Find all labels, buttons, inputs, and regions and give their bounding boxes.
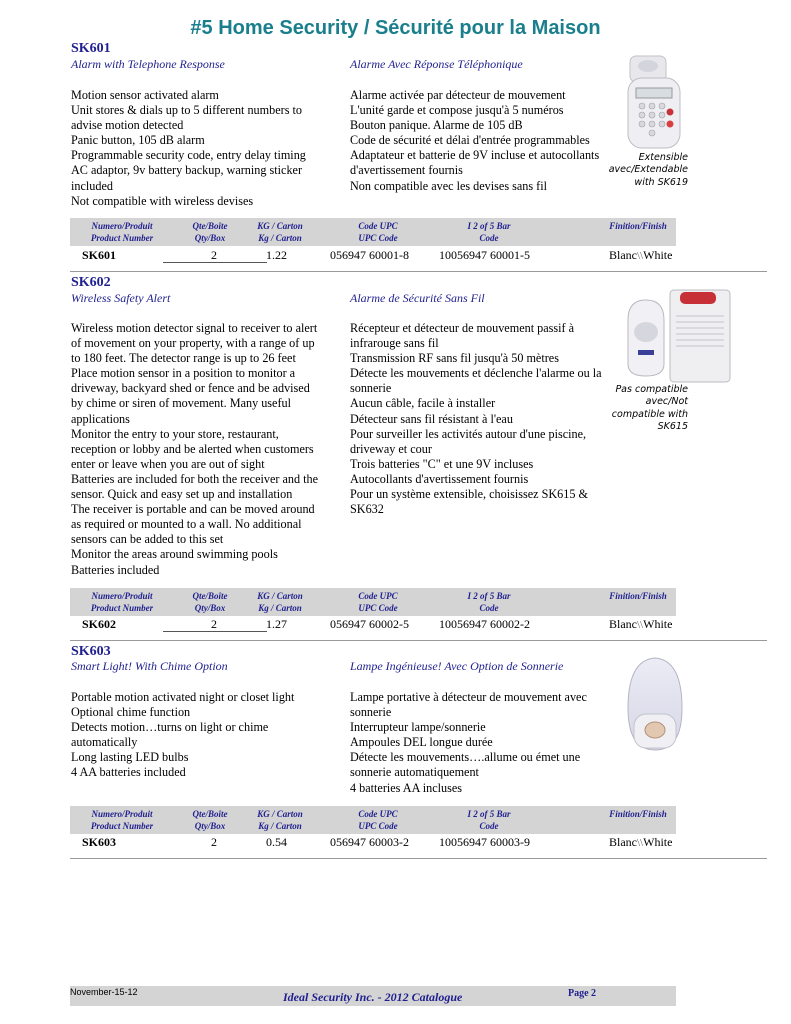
- desc-line: automatically: [71, 735, 138, 750]
- caption-line: avec/Extendable: [608, 164, 688, 176]
- desc-line: by chime or siren of movement. Many useful: [71, 396, 291, 411]
- desc-line: SK632: [350, 502, 384, 517]
- cell-qty: 2: [211, 617, 217, 631]
- th-qty: Qte/Boîte Qty/Box: [192, 591, 228, 613]
- subtitle-fr: Alarme Avec Réponse Téléphonique: [350, 57, 523, 71]
- th-i2of5: I 2 of 5 Bar Code: [467, 591, 511, 613]
- desc-line: AC adaptor, 9v battery backup, warning sticker: [71, 163, 303, 178]
- th-kg: KG / Carton Kg / Carton: [257, 591, 303, 613]
- desc-line: Autocollants d'avertissement fournis: [350, 471, 529, 486]
- table-header: [70, 588, 676, 616]
- desc-line: driveway et cour: [350, 441, 432, 456]
- desc-line: Motion sensor activated alarm: [71, 88, 219, 102]
- desc-line: advise motion detected: [71, 118, 184, 133]
- desc-line: Alarme activée par détecteur de mouvement: [350, 88, 566, 102]
- desc-line: 4 batteries AA incluses: [350, 780, 463, 795]
- desc-line: Détecteur sans fil résistant à l'eau: [350, 411, 513, 426]
- cell-i2of5: 10056947 60003-9: [439, 835, 530, 849]
- desc-line: sonnerie automatiquement: [350, 765, 479, 780]
- th-upc: Code UPC UPC Code: [358, 809, 398, 831]
- subtitle-fr: Alarme de Sécurité Sans Fil: [350, 291, 485, 305]
- th-upc: Code UPC UPC Code: [358, 591, 398, 613]
- subtitle-en: Smart Light! With Chime Option: [71, 659, 228, 673]
- desc-line: Adaptateur et batterie de 9V incluse et autocollants: [350, 148, 600, 163]
- image-caption: [570, 152, 688, 189]
- desc-line: Code de sécurité et délai d'entrée programmables: [350, 133, 590, 148]
- product-code: SK601: [71, 41, 111, 56]
- desc-line: d'avertissement fournis: [350, 163, 463, 178]
- subtitle-en: Alarm with Telephone Response: [71, 57, 225, 71]
- th-product: Numero/Produit Product Number: [90, 221, 154, 243]
- desc-line: Monitor the entry to your store, restaurant,: [71, 426, 279, 441]
- desc-line: enter or leave when you are out of sight: [71, 456, 265, 471]
- cell-kg: 1.22: [266, 248, 287, 262]
- caption-line: Pas compatible: [615, 384, 688, 395]
- section-divider: [70, 640, 767, 641]
- desc-line: Récepteur et détecteur de mouvement passif à: [350, 321, 575, 335]
- desc-line: Trois batteries "C" et une 9V incluses: [350, 456, 534, 471]
- desc-line: Bouton panique. Alarme de 105 dB: [350, 118, 523, 133]
- th-finish: Finition/Finish: [609, 591, 667, 601]
- subtitle-fr: Lampe Ingénieuse! Avec Option de Sonnerie: [350, 659, 564, 673]
- desc-line: Transmission RF sans fil jusqu'à 50 mètres: [350, 351, 559, 366]
- desc-line: Détecte les mouvements….allume ou émet une: [350, 750, 581, 765]
- th-kg: KG / Carton Kg / Carton: [257, 221, 303, 243]
- desc-line: Programmable security code, entry delay timing: [71, 148, 306, 163]
- desc-line: Lampe portative à détecteur de mouvement avec: [350, 690, 587, 704]
- desc-line: driveway, backyard shed or fence and be advised: [71, 381, 310, 396]
- desc-line: Panic button, 105 dB alarm: [71, 133, 205, 148]
- th-i2of5: I 2 of 5 Bar Code: [467, 809, 511, 831]
- desc-line: sonnerie: [350, 381, 392, 396]
- cell-qty: 2: [211, 835, 217, 849]
- description-en: [71, 690, 294, 781]
- desc-line: reception or lobby and be alerted when customers: [71, 441, 314, 456]
- table-header: [70, 218, 676, 246]
- desc-line: 4 AA batteries included: [71, 765, 186, 780]
- description-en: [71, 88, 306, 209]
- cell-i2of5: 10056947 60002-2: [439, 617, 530, 631]
- desc-line: Detects motion…turns on light or chime: [71, 720, 269, 735]
- caption-line: SK615: [657, 420, 688, 432]
- table-row: [70, 834, 676, 850]
- desc-line: sonnerie: [350, 705, 392, 720]
- desc-line: Place motion sensor in a position to monitor a: [71, 366, 296, 381]
- desc-line: applications: [71, 411, 130, 426]
- product-image-sk603: [624, 654, 686, 754]
- th-i2of5: I 2 of 5 Bar Code: [467, 221, 511, 243]
- row-underline: [163, 262, 267, 263]
- cell-qty: 2: [211, 248, 217, 262]
- cell-finish: Blanc\\White: [609, 248, 673, 262]
- page-number: Page 2: [568, 988, 597, 999]
- desc-line: Détecte les mouvements et déclenche l'alarme ou la: [350, 366, 602, 381]
- desc-line: as required or mounted to a wall. No additional: [71, 517, 302, 532]
- desc-line: Pour un système extensible, choisissez SK615 &: [350, 487, 588, 502]
- desc-line: The receiver is portable and can be moved around: [71, 502, 315, 517]
- product-image-sk602: [624, 286, 734, 386]
- desc-line: sensors can be added to this set: [71, 532, 224, 547]
- caption-line: Extensible: [638, 152, 688, 163]
- cell-finish: Blanc\\White: [609, 835, 673, 849]
- cell-kg: 1.27: [266, 617, 287, 631]
- desc-line: infrarouge sans fil: [350, 336, 439, 351]
- desc-line: Batteries included: [71, 562, 160, 577]
- desc-line: to 180 feet. The detector range is up to 26 feet: [71, 351, 296, 366]
- description-en: [71, 321, 318, 578]
- row-underline: [163, 631, 267, 632]
- desc-line: Wireless motion detector signal to receiver to alert: [71, 321, 318, 335]
- cell-kg: 0.54: [266, 835, 287, 849]
- caption-line: compatible with: [611, 408, 688, 420]
- product-image-sk601: [624, 52, 686, 152]
- footer-date: November-15-12: [70, 987, 138, 997]
- cell-product: SK602: [82, 617, 117, 631]
- th-kg: KG / Carton Kg / Carton: [257, 809, 303, 831]
- subtitle-en: Wireless Safety Alert: [71, 291, 171, 305]
- table-header: [70, 806, 676, 834]
- desc-line: sensor. Quick and easy set up and installation: [71, 487, 293, 502]
- footer-title: Ideal Security Inc. - 2012 Catalogue: [283, 990, 463, 1004]
- cell-upc: 056947 60002-5: [330, 617, 409, 631]
- th-product: Numero/Produit Product Number: [90, 809, 154, 831]
- caption-line: with SK619: [634, 176, 688, 188]
- section-divider: [70, 271, 767, 272]
- desc-line: Monitor the areas around swimming pools: [71, 547, 278, 562]
- desc-line: Aucun câble, facile à installer: [350, 396, 496, 411]
- th-qty: Qte/Boîte Qty/Box: [192, 809, 228, 831]
- cell-product: SK603: [82, 835, 117, 849]
- desc-line: included: [71, 178, 113, 193]
- cell-upc: 056947 60003-2: [330, 835, 409, 849]
- desc-line: Batteries are included for both the receiver and the: [71, 471, 319, 486]
- image-caption: [570, 384, 688, 433]
- cell-finish: Blanc\\White: [609, 617, 673, 631]
- th-finish: Finition/Finish: [609, 221, 667, 231]
- cell-i2of5: 10056947 60001-5: [439, 248, 530, 262]
- description-fr: [350, 321, 602, 517]
- desc-line: Ampoules DEL longue durée: [350, 735, 493, 750]
- desc-line: Optional chime function: [71, 705, 191, 720]
- section-divider: [70, 858, 767, 859]
- desc-line: Pour surveiller les activités autour d'une piscine,: [350, 426, 587, 441]
- th-upc: Code UPC UPC Code: [358, 221, 398, 243]
- page-title: #5 Home Security / Sécurité pour la Maison: [190, 17, 601, 39]
- desc-line: Non compatible avec les devises sans fil: [350, 178, 547, 193]
- desc-line: Unit stores & dials up to 5 different numbers to: [71, 103, 302, 118]
- table-row: [70, 247, 676, 263]
- product-code: SK602: [71, 275, 111, 290]
- desc-line: Not compatible with wireless devises: [71, 193, 254, 208]
- description-fr: [350, 88, 599, 194]
- desc-line: L'unité garde et compose jusqu'à 5 numéros: [350, 103, 564, 118]
- th-qty: Qte/Boîte Qty/Box: [192, 221, 228, 243]
- cell-product: SK601: [82, 248, 117, 262]
- table-row: [70, 616, 676, 632]
- product-code: SK603: [71, 644, 111, 659]
- cell-upc: 056947 60001-8: [330, 248, 409, 262]
- th-product: Numero/Produit Product Number: [90, 591, 154, 613]
- description-fr: [350, 690, 587, 796]
- desc-line: Long lasting LED bulbs: [71, 750, 189, 765]
- th-finish: Finition/Finish: [609, 809, 667, 819]
- desc-line: Interrupteur lampe/sonnerie: [350, 720, 486, 735]
- desc-line: of movement on your property, with a range of up: [71, 336, 315, 351]
- desc-line: Portable motion activated night or closet light: [71, 690, 295, 704]
- caption-line: avec/Not: [645, 396, 688, 408]
